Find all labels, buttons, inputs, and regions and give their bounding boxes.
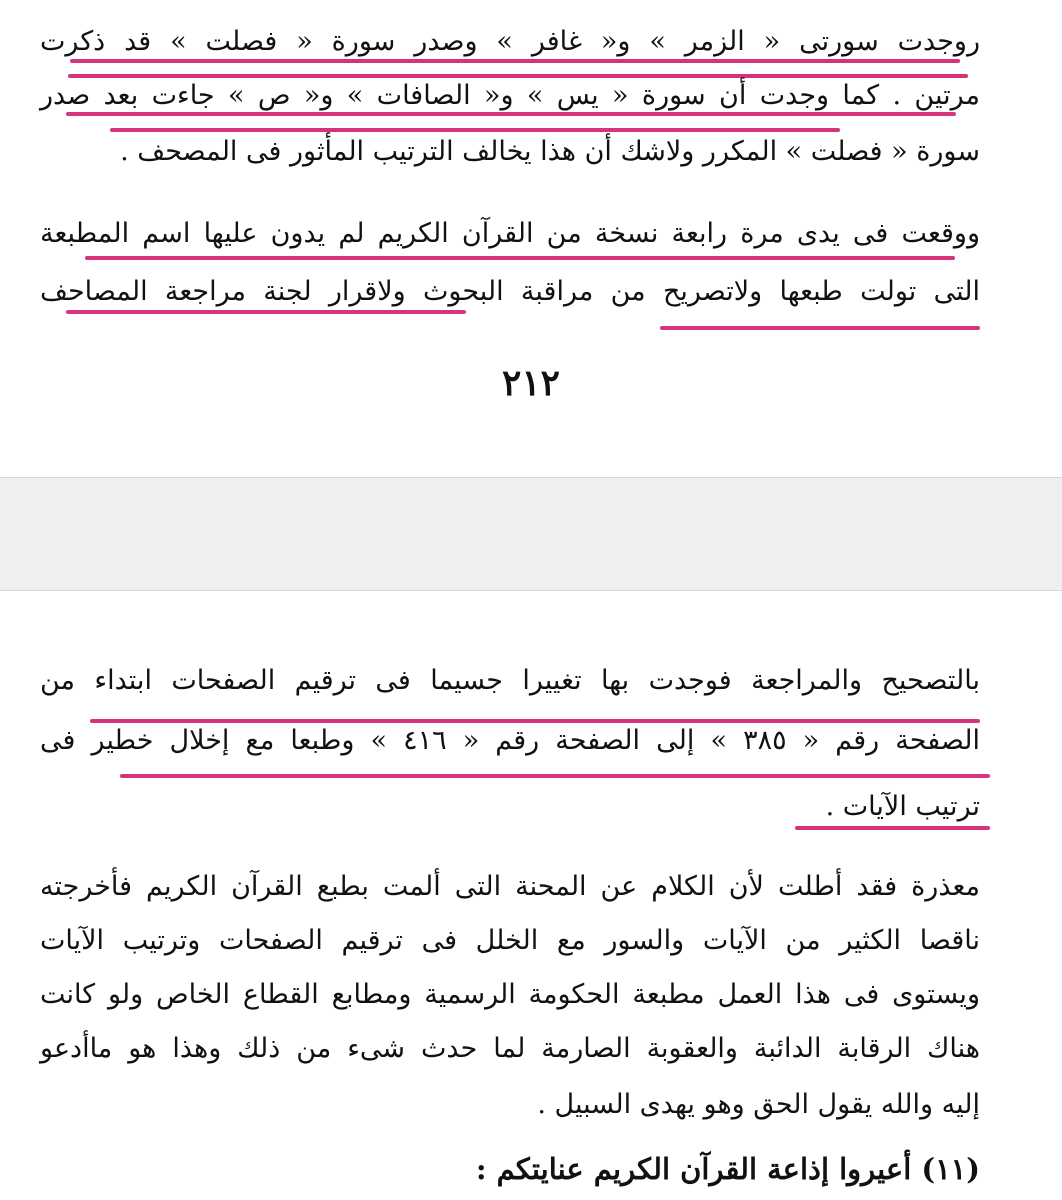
text-line: سورة « فصلت » المكرر ولاشك أن هذا يخالف الترتيب المأثور فى المصحف . (120, 136, 980, 167)
text-line: هناك الرقابة الدائبة والعقوبة الصارمة لما حدث شىء من ذلك وهذا هو ماأدعو (40, 1033, 980, 1064)
top-page (0, 0, 1062, 478)
section-heading: (١١) أعيروا إذاعة القرآن الكريم عنايتكم : (475, 1152, 980, 1186)
text-line: مرتين . كما وجدت أن سورة « يس » و« الصافات » و« ص » جاءت بعد صدر (40, 80, 980, 111)
text-line: ويستوى فى هذا العمل مطبعة الحكومة الرسمية ومطابع القطاع الخاص ولو كانت (40, 979, 980, 1010)
highlight-underline (85, 256, 955, 260)
text-line: بالتصحيح والمراجعة فوجدت بها تغييرا جسيما فى ترقيم الصفحات ابتداء من (40, 665, 980, 696)
text-line: إليه والله يقول الحق وهو يهدى السبيل . (537, 1089, 980, 1120)
highlight-underline (660, 326, 980, 330)
text-line: التى تولت طبعها ولاتصريح من مراقبة البحوث ولاقرار لجنة مراجعة المصاحف (40, 276, 980, 307)
text-line: ووقعت فى يدى مرة رابعة نسخة من القرآن الكريم لم يدون عليها اسم المطبعة (40, 218, 980, 249)
text-line: روجدت سورتى « الزمر » و« غافر » وصدر سورة « فصلت » قد ذكرت (40, 26, 980, 57)
text-line: ناقصا الكثير من الآيات والسور مع الخلل فى ترقيم الصفحات وترتيب الآيات (40, 925, 980, 956)
bottom-page (0, 590, 1062, 1200)
highlight-underline (120, 774, 990, 778)
text-line: ترتيب الآيات . (825, 791, 980, 822)
page-number: ٢١٢ (501, 362, 560, 404)
text-line: معذرة فقد أطلت لأن الكلام عن المحنة التى ألمت بطبع القرآن الكريم فأخرجته (40, 871, 980, 902)
text-line: الصفحة رقم « ٣٨٥ » إلى الصفحة رقم « ٤١٦ » وطبعا مع إخلال خطير فى (40, 725, 981, 756)
